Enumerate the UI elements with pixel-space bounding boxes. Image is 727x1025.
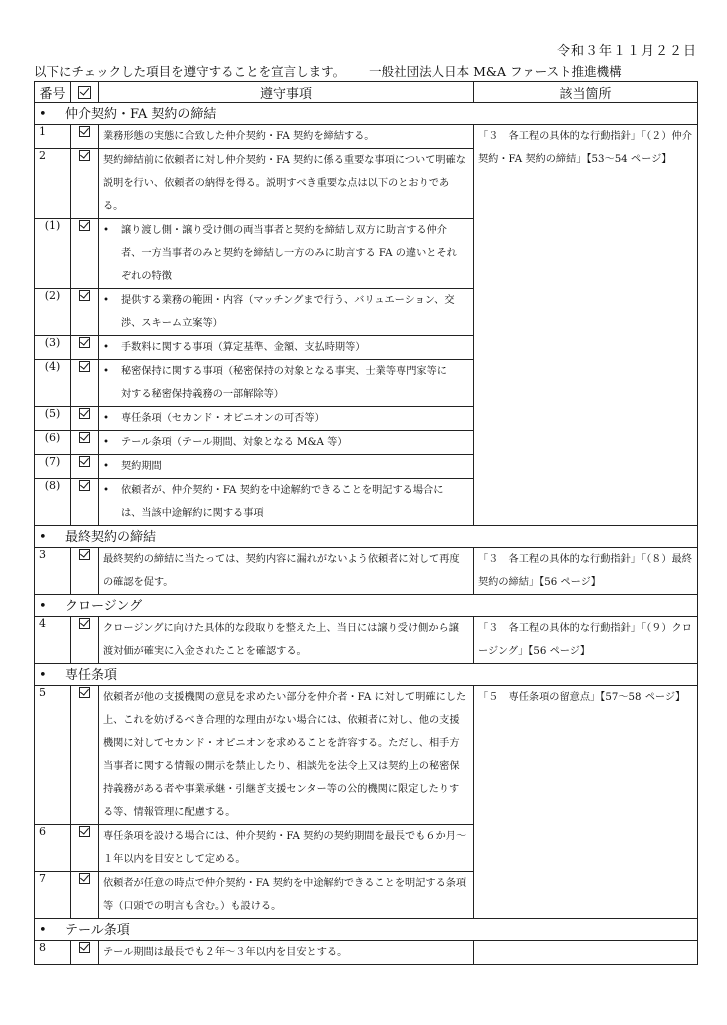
bullet-icon: •	[39, 599, 47, 614]
reference-cell: 「３ 各工程の具体的な行動指針」「（２）仲介契約・FA 契約の締結」【53～54 ページ】	[474, 125, 698, 526]
bullet-icon: •	[39, 530, 47, 545]
header-item: 遵守事項	[99, 82, 474, 103]
bullet-icon: •	[39, 107, 47, 122]
row-checkbox[interactable]	[71, 125, 99, 149]
section-title: 最終契約の締結	[65, 530, 157, 545]
row-number: 7	[35, 872, 71, 919]
row-number: 2	[35, 149, 71, 219]
checked-box-icon	[79, 408, 90, 419]
subrow-number: (6)	[35, 431, 71, 455]
subrow-text: 専任条項（セカンド・オピニオンの可否等）	[121, 413, 325, 424]
bullet-icon: •	[39, 668, 47, 683]
row-number: 5	[35, 686, 71, 825]
subrow-number: (8)	[35, 479, 71, 526]
row-text: 依頼者が他の支援機関の意見を求めたい部分を仲介者・FA に対して明確にした上、これを妨げるべき合理的な理由がない場合には、依頼者に対し、他の支援機関に対してセカンド・オピニオンを求めることを許容する。ただし、相手方当事者に関する情報の開示を禁止したり、相談先を法令上又は契約上の秘密保持義務がある者や事業承継・引継ぎ支援センター等の公的機関に限定したりする等、情報管理に配慮する。	[99, 686, 474, 825]
table-row	[35, 548, 698, 595]
row-checkbox[interactable]	[71, 479, 99, 526]
bullet-icon: •	[39, 923, 47, 938]
header-check	[71, 82, 99, 103]
row-text: 最終契約の締結に当たっては、契約内容に漏れがないよう依頼者に対して再度の確認を促す。	[99, 548, 474, 595]
row-number: 8	[35, 941, 71, 965]
subrow-text: 手数料に関する事項（算定基準、金額、支払時期等）	[121, 342, 366, 353]
table-row	[35, 617, 698, 664]
section-row	[35, 919, 698, 941]
table-row	[35, 686, 698, 825]
checked-box-icon	[79, 361, 90, 372]
row-checkbox[interactable]	[71, 149, 99, 219]
row-number: 4	[35, 617, 71, 664]
row-checkbox[interactable]	[71, 686, 99, 825]
table-row	[35, 941, 698, 965]
subrow-number: (3)	[35, 336, 71, 360]
checked-box-icon	[79, 290, 90, 301]
table-header-row	[35, 82, 698, 103]
row-checkbox[interactable]	[71, 219, 99, 289]
row-checkbox[interactable]	[71, 336, 99, 360]
subrow-text: テール条項（テール期間、対象となる M&A 等）	[121, 437, 348, 448]
bullet-icon: •	[103, 413, 110, 424]
subrow-text: 契約期間	[121, 461, 162, 472]
subrow-number: (7)	[35, 455, 71, 479]
checked-box-icon	[79, 480, 90, 491]
subrow-number: (4)	[35, 360, 71, 407]
row-checkbox[interactable]	[71, 825, 99, 872]
row-checkbox[interactable]	[71, 289, 99, 336]
checked-box-icon	[79, 126, 90, 137]
header-number: 番号	[35, 82, 71, 103]
section-title: 専任条項	[65, 668, 118, 683]
checked-box-icon	[79, 618, 90, 629]
reference-cell: 「３ 各工程の具体的な行動指針」「（８）最終契約の締結」【56 ページ】	[474, 548, 698, 595]
row-number: 3	[35, 548, 71, 595]
row-text: 専任条項を設ける場合には、仲介契約・FA 契約の契約期間を最長でも６か月～１年以内を目安として定める。	[99, 825, 474, 872]
reference-cell: 「５ 専任条項の留意点」【57～58 ページ】	[474, 686, 698, 919]
subrow-text: 秘密保持に関する事項（秘密保持の対象となる事実、士業等専門家等に対する秘密保持義務の一部解除等）	[121, 366, 447, 400]
section-row	[35, 595, 698, 617]
section-row	[35, 664, 698, 686]
row-text: 契約締結前に依頼者に対し仲介契約・FA 契約に係る重要な事項について明確な説明を行い、依頼者の納得を得る。説明すべき重要な点は以下のとおりである。	[99, 149, 474, 219]
bullet-icon: •	[103, 366, 110, 377]
section-row	[35, 103, 698, 125]
checked-box-icon	[79, 687, 90, 698]
subrow-number: (5)	[35, 407, 71, 431]
table-row	[35, 125, 698, 149]
row-checkbox[interactable]	[71, 455, 99, 479]
declaration-line	[34, 62, 697, 80]
subrow-text: 依頼者が、仲介契約・FA 契約を中途解約できることを明記する場合には、当該中途解約に関する事項	[121, 485, 444, 519]
section-title: テール条項	[65, 923, 130, 938]
bullet-icon: •	[103, 437, 110, 448]
bullet-icon: •	[103, 342, 110, 353]
checked-box-icon	[79, 942, 90, 953]
checked-box-icon	[79, 456, 90, 467]
row-checkbox[interactable]	[71, 360, 99, 407]
subrow-text: 提供する業務の範囲・内容（マッチングまで行う、バリュエーション、交渉、スキーム立案等）	[121, 295, 455, 329]
checked-box-icon	[79, 549, 90, 560]
bullet-icon: •	[103, 461, 110, 472]
checked-box-icon	[79, 337, 90, 348]
row-checkbox[interactable]	[71, 431, 99, 455]
checked-box-icon	[79, 432, 90, 443]
reference-cell: 「３ 各工程の具体的な行動指針」「（９）クロージング」【56 ページ】	[474, 617, 698, 664]
organization-name: 一般社団法人日本 M&A ファースト推進機構	[369, 64, 622, 79]
section-title: 仲介契約・FA 契約の締結	[65, 107, 217, 122]
declaration-text: 以下にチェックした項目を遵守することを宣言します。	[34, 64, 346, 79]
checked-box-icon	[79, 150, 90, 161]
row-checkbox[interactable]	[71, 548, 99, 595]
row-checkbox[interactable]	[71, 941, 99, 965]
bullet-icon: •	[103, 485, 110, 496]
row-text: クロージングに向けた具体的な段取りを整えた上、当日には譲り受け側から譲渡対価が確実に入金されたことを確認する。	[99, 617, 474, 664]
bullet-icon: •	[103, 295, 110, 306]
row-checkbox[interactable]	[71, 872, 99, 919]
row-text: テール期間は最長でも２年～３年以内を目安とする。	[99, 941, 474, 965]
document-date: 令和３年１１月２２日	[556, 44, 697, 59]
checked-box-icon	[79, 826, 90, 837]
section-row	[35, 526, 698, 548]
header-reference: 該当箇所	[474, 82, 698, 103]
bullet-icon: •	[103, 225, 110, 236]
section-title: クロージング	[65, 599, 143, 614]
row-text: 依頼者が任意の時点で仲介契約・FA 契約を中途解約できることを明記する条項等（口頭での明言も含む。）も設ける。	[99, 872, 474, 919]
checked-box-icon	[79, 220, 90, 231]
row-checkbox[interactable]	[71, 407, 99, 431]
row-number: 1	[35, 125, 71, 149]
checked-box-icon	[79, 873, 90, 884]
subrow-text: 譲り渡し側・譲り受け側の両当事者と契約を締結し双方に助言する仲介者、一方当事者のみと契約を締結し一方のみに助言する FA の違いとそれぞれの特徴	[121, 225, 457, 282]
checkbox-icon	[78, 86, 91, 99]
compliance-checklist-table	[34, 81, 698, 965]
subrow-number: (1)	[35, 219, 71, 289]
row-checkbox[interactable]	[71, 617, 99, 664]
reference-cell-empty	[474, 941, 698, 965]
subrow-number: (2)	[35, 289, 71, 336]
row-text: 業務形態の実態に合致した仲介契約・FA 契約を締結する。	[99, 125, 474, 149]
row-number: 6	[35, 825, 71, 872]
